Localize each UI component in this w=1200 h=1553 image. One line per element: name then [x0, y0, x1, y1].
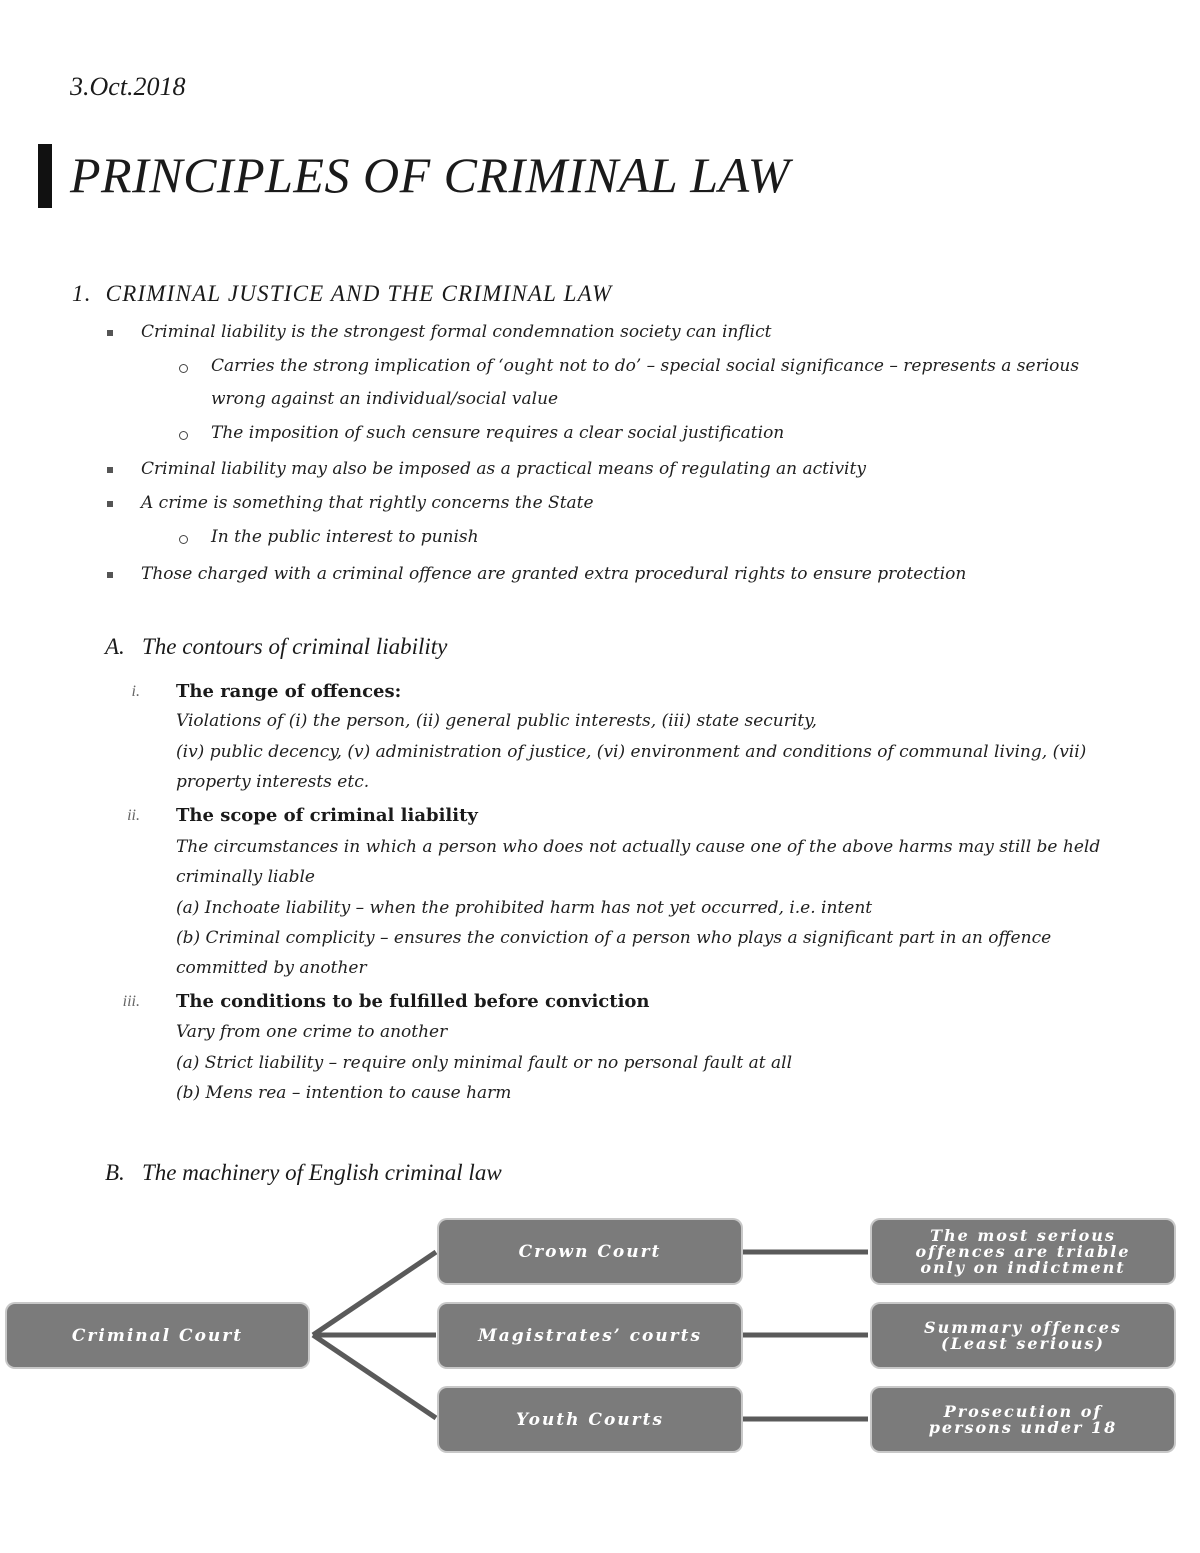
node-magistrates-description: [872, 1304, 1174, 1367]
bullet-item: Criminal liability may also be imposed as a practical means of regulating an activity: [141, 459, 866, 479]
bullet-item: Those charged with a criminal offence are granted extra procedural rights to ensure protection: [141, 564, 967, 584]
roman-numeral: iii.: [122, 993, 140, 1010]
connector-root-crown: [313, 1252, 436, 1335]
description-line: offences are triable: [915, 1241, 1131, 1261]
roman-numeral: ii.: [127, 807, 140, 824]
description-line: persons under 18: [928, 1417, 1118, 1437]
item-line: (a) Strict liability – require only minimal fault or no personal fault at all: [176, 1053, 793, 1073]
description-line: The most serious: [930, 1225, 1116, 1245]
node-youth-courts: Youth Courts: [439, 1388, 741, 1451]
section-1-heading-text: CRIMINAL JUSTICE AND THE CRIMINAL LAW: [105, 281, 613, 306]
document-title: PRINCIPLES OF CRIMINAL LAW: [70, 147, 790, 203]
roman-numeral: i.: [131, 683, 140, 700]
section-a-heading-text: The contours of criminal liability: [142, 634, 448, 659]
document-date: 3.Oct.2018: [70, 72, 186, 101]
item-line: (iv) public decency, (v) administration of justice, (vi) environment and conditions of communal living, (vii): [176, 742, 1087, 762]
node-criminal-court: Criminal Court: [7, 1304, 308, 1367]
item-line: criminally liable: [176, 867, 315, 887]
node-magistrates-courts: Magistrates’ courts: [439, 1304, 741, 1367]
item-title: The range of offences:: [176, 681, 402, 702]
node-crown-court-description: [872, 1220, 1174, 1283]
node-youth-courts-description: [872, 1388, 1174, 1451]
section-b-heading-text: The machinery of English criminal law: [142, 1160, 502, 1185]
description-line: only on indictment: [920, 1257, 1126, 1277]
item-line: (b) Criminal complicity – ensures the conviction of a person who plays a significant part in an offence: [176, 928, 1052, 948]
item-line: committed by another: [176, 958, 367, 978]
item-line: (a) Inchoate liability – when the prohibited harm has not yet occurred, i.e. intent: [176, 898, 873, 918]
item-title: The conditions to be fulfilled before conviction: [176, 991, 650, 1012]
section-b-letter: B.: [105, 1160, 125, 1185]
sub-bullet-item: Carries the strong implication of ‘ought not to do’ – special social significance – represents a serious: [211, 356, 1080, 376]
item-line: Vary from one crime to another: [176, 1022, 448, 1042]
item-line: (b) Mens rea – intention to cause harm: [176, 1083, 512, 1103]
connector-root-youth: [313, 1335, 436, 1418]
description-line: Summary offences: [924, 1317, 1122, 1337]
bullet-item: A crime is something that rightly concerns the State: [141, 493, 594, 513]
sub-bullet-item: The imposition of such censure requires a clear social justification: [211, 423, 785, 443]
section-a-letter: A.: [105, 634, 125, 659]
bullet-item: Criminal liability is the strongest formal condemnation society can inflict: [141, 322, 772, 342]
node-crown-court: Crown Court: [439, 1220, 741, 1283]
item-line: property interests etc.: [176, 772, 370, 792]
section-1-number: 1.: [72, 281, 92, 306]
sub-bullet-item: In the public interest to punish: [211, 527, 479, 547]
description-line: (Least serious): [941, 1333, 1105, 1353]
item-line: Violations of (i) the person, (ii) general public interests, (iii) state security,: [176, 711, 817, 731]
sub-bullet-continuation: wrong against an individual/social value: [211, 389, 559, 409]
item-line: The circumstances in which a person who does not actually cause one of the above harms may still be held: [176, 837, 1101, 857]
item-title: The scope of criminal liability: [176, 805, 478, 826]
description-line: Prosecution of: [943, 1401, 1103, 1421]
